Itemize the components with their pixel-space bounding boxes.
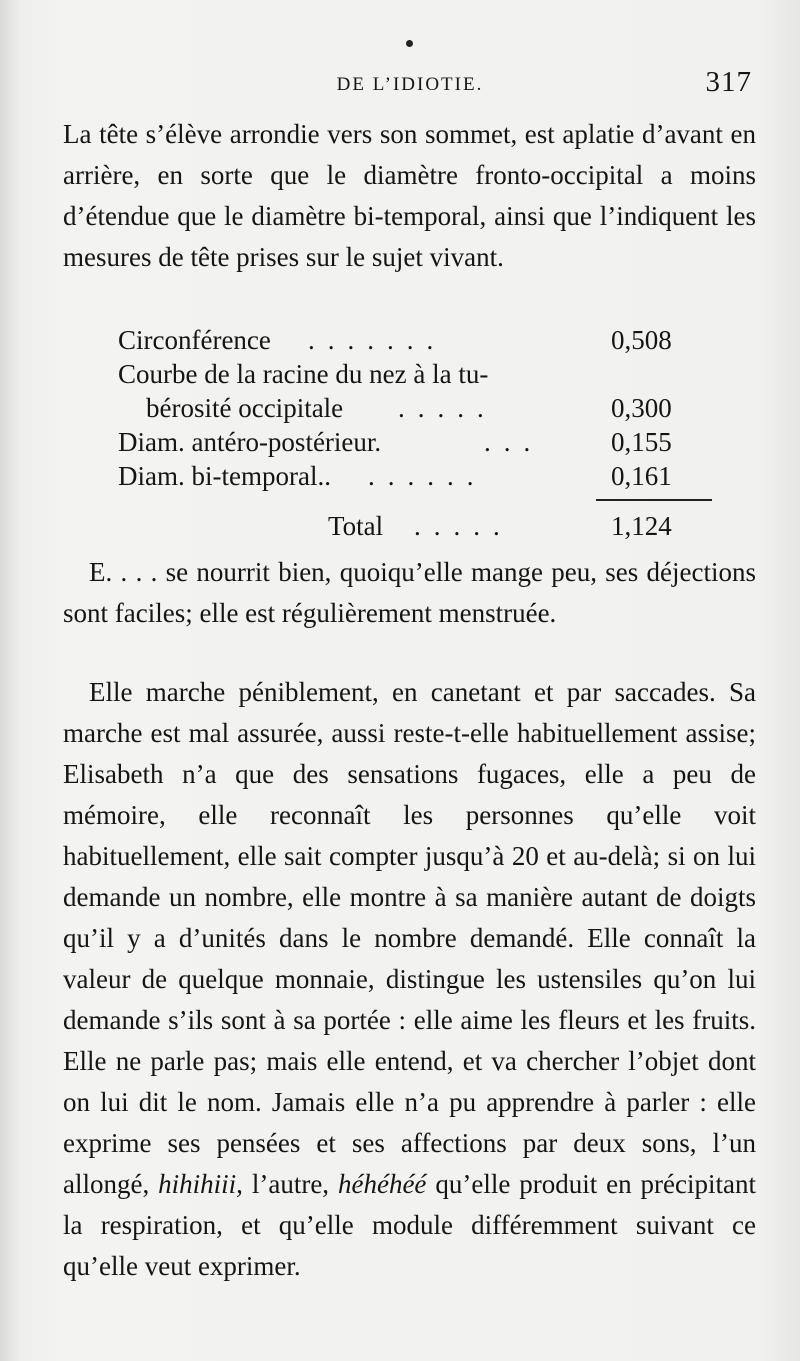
measurement-row <box>118 425 718 459</box>
paragraph-behaviour <box>63 672 756 1287</box>
running-title: DE L’IDIOTIE. <box>336 74 484 95</box>
total-label: Total <box>328 511 384 541</box>
italic-sound-1: hihihiii, <box>158 1169 243 1199</box>
measurement-row <box>118 357 718 391</box>
leader-dots: ....... <box>308 325 447 355</box>
total-value: 1,124 <box>611 511 672 541</box>
measurement-label: Diam. antéro-postérieur. <box>118 427 382 457</box>
measurement-label: Courbe de la racine du nez à la tu- <box>118 359 489 389</box>
paragraph-text: l’autre, <box>242 1169 338 1199</box>
measurement-value: 0,155 <box>611 427 672 457</box>
measurement-value: 0,161 <box>611 461 672 491</box>
page-number: 317 <box>705 66 752 98</box>
leader-dots: ... <box>484 427 544 457</box>
measurement-label: bérosité occipitale <box>146 393 344 423</box>
paragraph-text: qu’elle produit en précipitant la respiration, et qu’elle module différemment suivant ce qu’elle veut exprimer. <box>63 1169 757 1281</box>
sum-rule <box>596 499 712 501</box>
measurement-row <box>118 323 718 357</box>
measurement-value: 0,300 <box>611 393 672 423</box>
measurement-value: 0,508 <box>611 325 672 355</box>
paragraph-text: Elle marche péniblement, en canetant et par saccades. Sa marche est mal assurée, aussi reste-t-elle habituellement assise; Elisabeth n’a que des sensations fugaces, elle a peu de mémoire, elle reconnaît les personnes qu’elle voit habituellement, elle sait compter jusqu’à 20 et au-delà; si on lui demande un nombre, elle montre à sa manière autant de doigts qu’il y a d’unités dans le nombre demandé. Elle connaît la valeur de quelque monnaie, distingue les ustensiles qu’on lui demande s’ils sont à sa portée : elle aime les fleurs et les fruits. Elle ne parle pas; mais elle entend, et va chercher l’objet dont on lui dit le nom. Jamais elle n’a pu apprendre à parler : elle exprime ses pensées et ses affections par deux sons, l’un allongé, <box>63 677 756 1199</box>
leader-dots: ..... <box>414 511 513 541</box>
measurement-row <box>118 391 718 425</box>
ink-dot <box>406 40 413 47</box>
total-row <box>118 506 718 546</box>
leader-dots: ..... <box>398 393 497 423</box>
page-header <box>60 66 760 106</box>
italic-sound-2: héhéhéé <box>337 1169 427 1199</box>
measurement-label: Diam. bi-temporal.. <box>118 461 331 491</box>
paragraph-nutrition: E. . . . se nourrit bien, quoiqu’elle mange peu, ses déjections sont faciles; elle est régulièrement menstruée. <box>63 557 756 628</box>
measurement-row <box>118 459 718 493</box>
measurement-label: Circonférence <box>118 325 271 355</box>
leader-dots: ...... <box>368 461 487 491</box>
head-measurements-table <box>118 323 718 541</box>
paragraph-head-description: La tête s’élève arrondie vers son sommet, est aplatie d’avant en arrière, en sorte que le diamètre fronto-occipital a moins d’étendue que le diamètre bi-temporal, ainsi que l’indiquent les mesures de tête prises sur le sujet vivant. <box>63 119 756 272</box>
